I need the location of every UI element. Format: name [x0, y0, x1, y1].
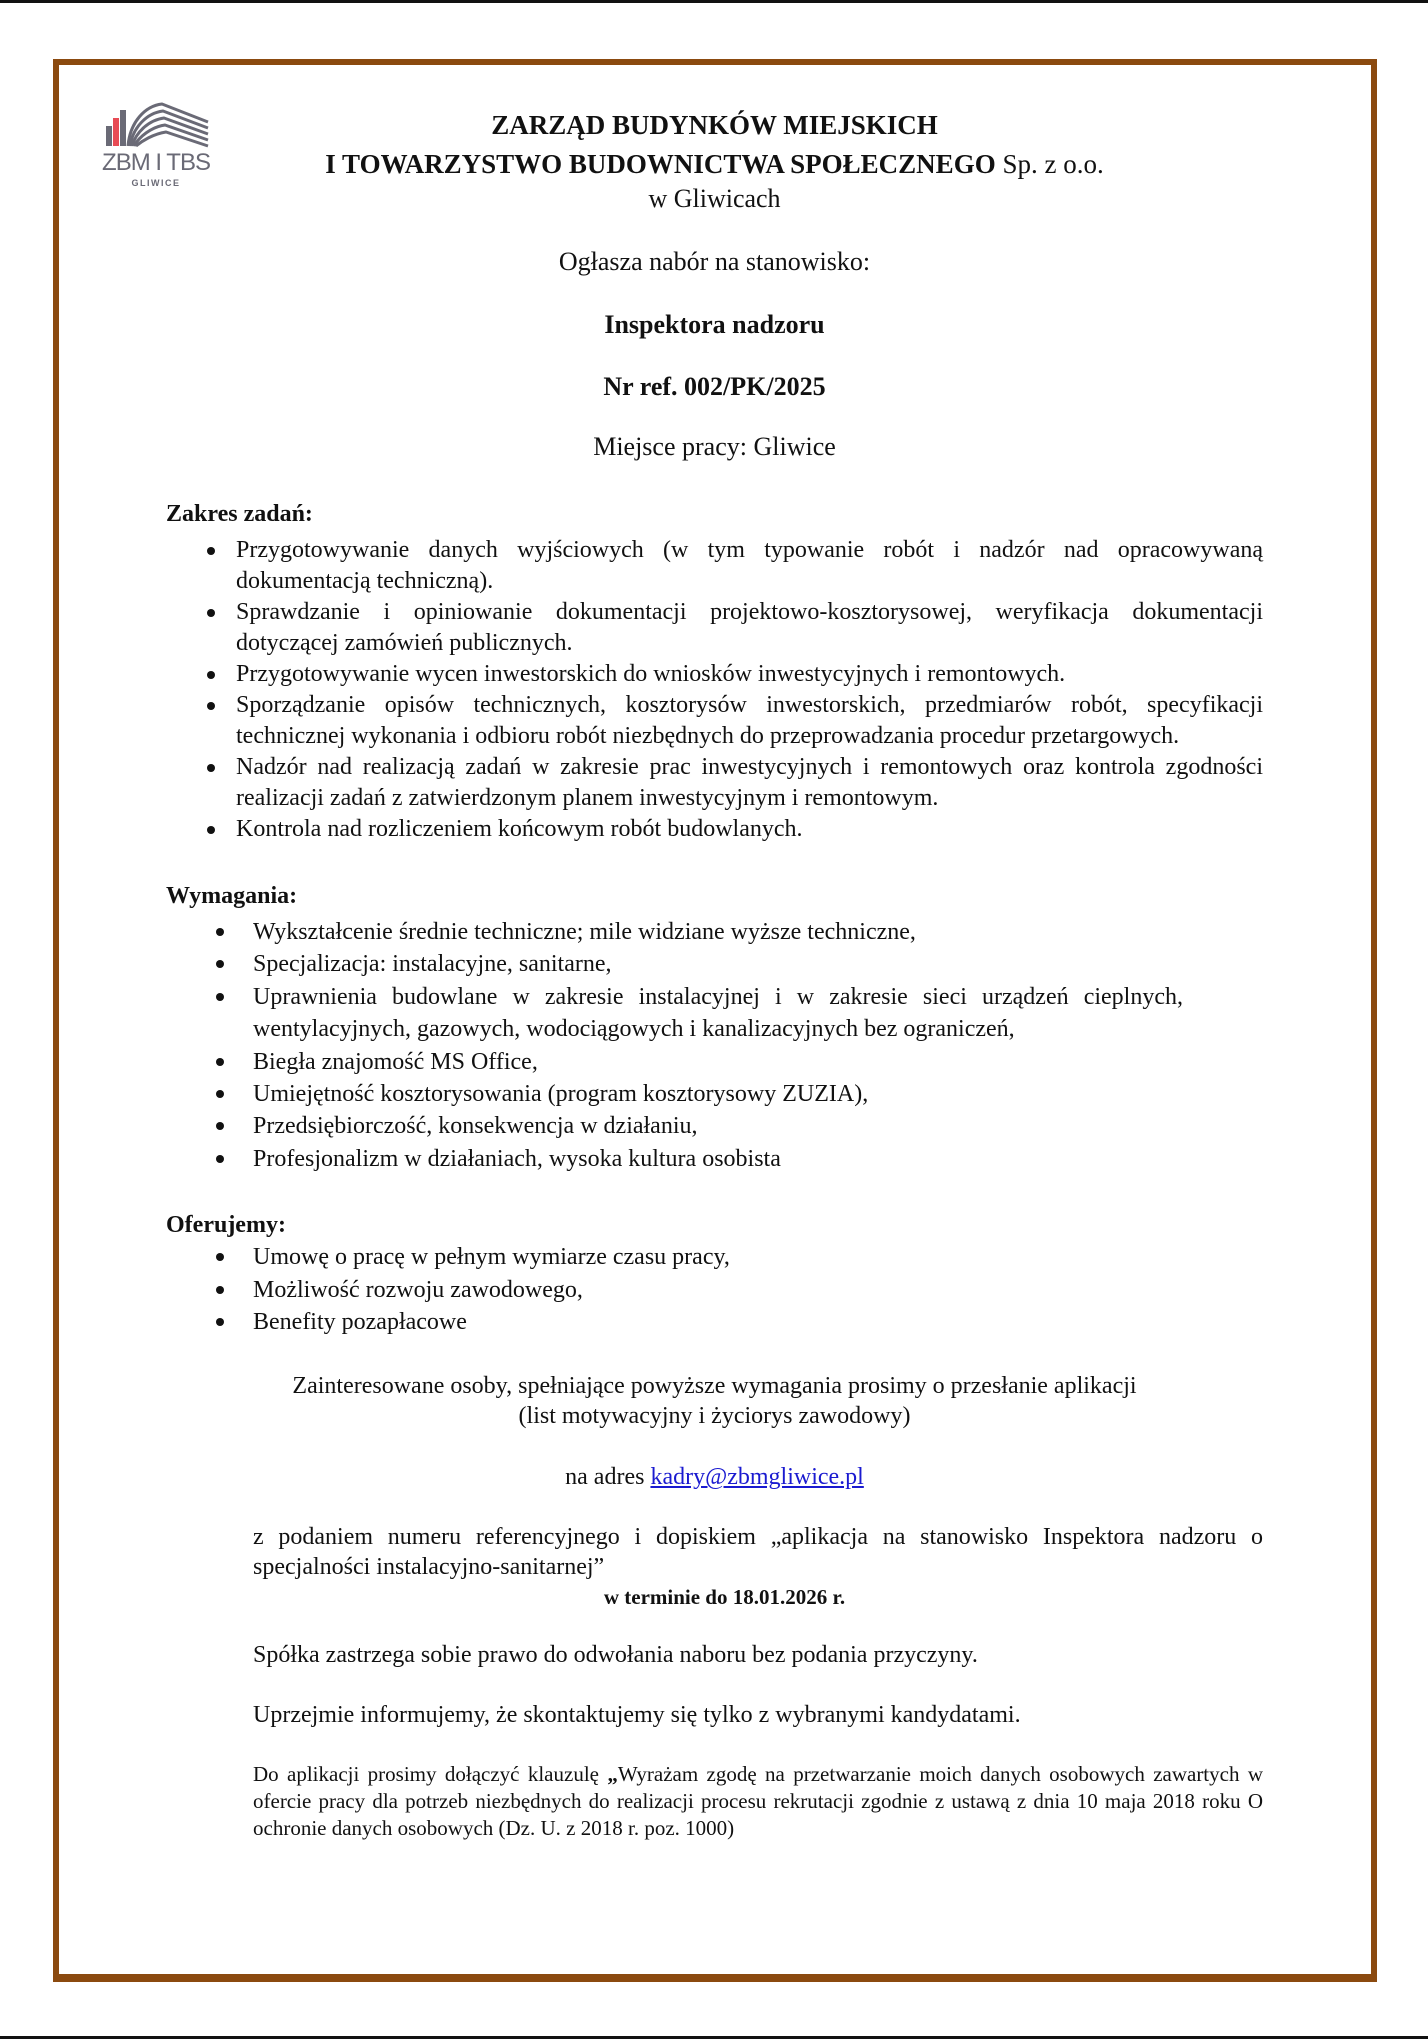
email-link[interactable]: kadry@zbmgliwice.pl — [650, 1464, 864, 1491]
logo-name: ZBM I TBS — [102, 149, 210, 176]
company-legal-form: Sp. z o.o. — [995, 149, 1104, 179]
requirement-item: Specjalizacja: instalacyjne, sanitarne, — [253, 948, 1263, 980]
duty-item: Przygotowywanie danych wyjściowych (w tym typowanie robót i nadzór nad opracowywaną dokumentacją techniczną). — [236, 535, 1263, 597]
address-prefix: na adres — [565, 1464, 651, 1491]
clause-quote-mark: „ — [607, 1762, 618, 1787]
requirement-item: Profesjonalizm w działaniach, wysoka kultura osobista — [253, 1143, 1263, 1175]
offer-heading: Oferujemy: — [166, 1212, 286, 1239]
position-title: Inspektora nadzoru — [604, 310, 825, 339]
announcement-text: Ogłasza nabór na stanowisko: — [558, 247, 871, 276]
company-name-line2 — [166, 145, 1263, 184]
requirement-item: Wykształcenie średnie techniczne; mile widziane wyższe techniczne, — [253, 916, 1263, 948]
application-address — [166, 1462, 1263, 1492]
reference-number: Nr ref. 002/PK/2025 — [603, 372, 826, 401]
offer-list — [253, 1241, 1263, 1338]
reservation-notice: Spółka zastrzega sobie prawo do odwołania naboru bez podania przyczyny. — [253, 1642, 978, 1669]
requirement-item: Umiejętność kosztorysowania (program kosztorysowy ZUZIA), — [253, 1078, 1263, 1110]
duties-list — [236, 535, 1263, 845]
company-name-line1: ZARZĄD BUDYNKÓW MIEJSKICH — [491, 110, 938, 140]
application-deadline: w terminie do 18.01.2026 r. — [603, 1585, 846, 1610]
offer-item: Benefity pozapłacowe — [253, 1306, 1263, 1338]
application-documents: (list motywacyjny i życiorys zawodowy) — [518, 1403, 911, 1430]
requirement-item: Biegła znajomość MS Office, — [253, 1046, 1263, 1078]
requirement-item: Przedsiębiorczość, konsekwencja w działaniu, — [253, 1110, 1263, 1142]
announcement-body — [166, 106, 1263, 1842]
requirements-heading: Wymagania: — [166, 883, 298, 909]
application-request: Zainteresowane osoby, spełniające powyższe wymagania prosimy o przesłanie aplikacji — [292, 1373, 1137, 1400]
duty-item: Sporządzanie opisów technicznych, kosztorysów inwestorskich, przedmiarów robót, specyfikacji technicznej wykonania i odbioru robót niezbędnych do przeprowadzania procedur przetargowych. — [236, 690, 1263, 752]
workplace: Miejsce pracy: Gliwice — [593, 432, 836, 461]
duties-heading: Zakres zadań: — [166, 501, 313, 527]
requirement-item: Uprawnienia budowlane w zakresie instalacyjnej i w zakresie sieci urządzeń cieplnych, wentylacyjnych, gazowych, wodociągowych i kanalizacyjnych bez ograniczeń, — [253, 981, 1183, 1046]
logo-city: GLIWICE — [131, 178, 181, 188]
offer-item: Umowę o pracę w pełnym wymiarze czasu pracy, — [253, 1241, 1263, 1273]
page-top-edge — [0, 0, 1428, 3]
offer-item: Możliwość rozwoju zawodowego, — [253, 1274, 1263, 1306]
duty-item: Sprawdzanie i opiniowanie dokumentacji projektowo-kosztorysowej, weryfikacja dokumentacji dotyczącej zamówień publicznych. — [236, 597, 1263, 659]
requirements-list — [253, 916, 1263, 1175]
company-name-bold: I TOWARZYSTWO BUDOWNICTWA SPOŁECZNEGO — [325, 149, 996, 179]
application-note: z podaniem numeru referencyjnego i dopiskiem „aplikacja na stanowisko Inspektora nadzoru o specjalności instalacyjno-sanitarnej” — [253, 1524, 1263, 1581]
duty-item: Kontrola nad rozliczeniem końcowym robót budowlanych. — [236, 814, 1263, 845]
clause-text: Wyrażam zgodę na przetwarzanie moich danych osobowych zawartych w ofercie pracy dla potrzeb niezbędnych do realizacji procesu rekrutacji zgodnie z ustawą z dnia 10 maja 2018 roku O ochronie danych osobowych (Dz. U. z 2018 r. poz. 1000) — [253, 1762, 1263, 1841]
duty-item: Przygotowywanie wycen inwestorskich do wniosków inwestycyjnych i remontowych. — [236, 659, 1263, 690]
consent-clause — [253, 1761, 1263, 1842]
contact-notice: Uprzejmie informujemy, że skontaktujemy się tylko z wybranymi kandydatami. — [253, 1702, 1021, 1729]
duty-item: Nadzór nad realizacją zadań w zakresie prac inwestycyjnych i remontowych oraz kontrola zgodności realizacji zadań z zatwierdzonym planem inwestycyjnym i remontowym. — [236, 752, 1263, 814]
clause-prefix: Do aplikacji prosimy dołączyć klauzulę — [253, 1762, 608, 1787]
company-city: w Gliwicach — [648, 184, 781, 213]
